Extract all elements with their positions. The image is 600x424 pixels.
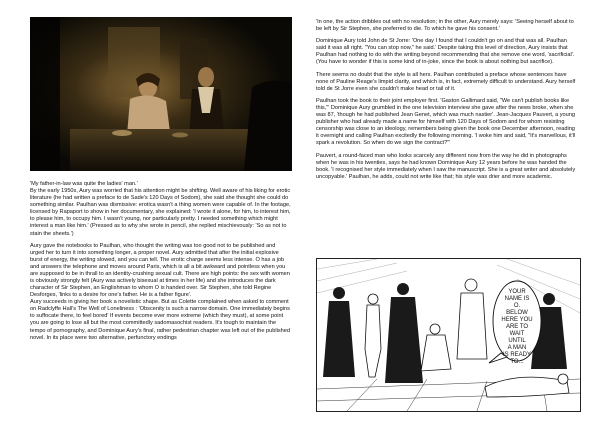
article-paragraph: 'In one, the action dribbles out with no resolution; in the other, Aury merely says: 'Seeing herself about to be left by Sir Stephen, she preferred to die. To which he gave his consent.' [316,19,574,33]
article-paragraph: By the early 1950s, Aury was worried that his attention might be shifting. Well aware of his liking for erotic literature (he had written a preface to de Sade's 120 Days of Sodom), she said she thought she could do something similar. Paulhan was dismissive: erotica wasn't a thing women were capable of. In the footage, licensed by Rapaport to show in her documentary, she explained: 'I wrote it alone, for him, to interest him, to please him, to occupy him. I wasn't young, nor particularly pretty. I needed something which might interest a man like him.' (Pressed as to why she wrote in pencil, she replied mischievously: 'So as not to stain the sheets.') [30,188,291,237]
article-paragraph: Dominique Aury told John de St Jorre: 'One day I found that I couldn't go on and that was all. Paulhan said it was all right. "You can stop now," he said.' Despite taking this level of direction, Aury insists that Paulhan had nothing to do with the writing beyond recommending that she remove one word, 'sacrificial'. (You have to wonder if this is some kind of in-joke, since the book is about nothing but sacrifice). [316,38,575,66]
article-paragraph: Aury succeeds in giving her book a novelistic shape. But as Colette complained when asked to comment on Radclyffe Hall's The Well of Loneliness : 'Obscenity is such a narrow domain. One immediately begins to suffocate there, to feel bored' If events become ever more extreme (which they must), at some point you are going to lose all but the most committedly sadomasochist readers. It's tough to maintain the tempo of pornography, and Dominique Aury's final, rather pedestrian chapter was left out of the published novel. In its place were two alternative, perfunctory endings [30,299,290,341]
bubble-line: O. [513,303,521,309]
comic-illustration [316,258,581,412]
bubble-line: UNTIL [508,338,526,344]
article-paragraph: There seems no doubt that the style is all hers. Paulhan contributed a preface whose sentences have none of Pauline Reage's limpid clarity, and which is, in fact, extremely difficult to understand. Aury herself told de St Jorre even she couldn't make head or tail of it. [316,71,576,92]
film-still-image [30,17,292,171]
article-paragraph: Pauvert, a round-faced man who looks scarcely any different now from the way he did in photographs when he was in his twenties, says he had known Dominique Aury 12 years before he was handed the book. 'I recognised her style immediately when I saw the manuscript. She is a great writer and absolutely uncopyable.' Paulhan, he adds, could not write like that; his style was drier and more academic. [316,152,576,180]
comic-drawing [317,259,580,411]
article-paragraph: Paulhan took the book to their joint employer first. 'Gaston Gallimard said, "We can't publish books like this,"' Dominique Aury grumbled in the one television interview she gave after the news broke, when she was 87, 'though he had published Jean Genet, which was much nastier'. Jean-Jacques Pauvert, a young publisher who had already made a name for himself with 120 Days of Sodom and for whom resisting censorship was close to an ideology, remembers being given the book one December afternoon, reading it overnight and calling Paulhan excitedly the following morning. 'I woke him and said, "It's marvellous, it'll spark a revolution. So when do we sign the contract?"' [316,97,576,147]
article-paragraph: Aury gave the notebooks to Paulhan, who thought the writing was too good not to be published and urged her to turn it into something longer, a proper novel. Aury admitted that after the initial explosive burst of energy, the writing slowed, and you can tell. The erotic charge seems less intense. O has a job and answers the telephone and moves around Paris, which is all a bit awkward and pointless when you are supposed to be in thrall to an identity-crushing sexual cult. There are high points: the sex with women is obviously strongly felt (Aury was actively bisexual at times in her life) and she introduces the dark character of Sir Stephen, an Englishman to whom O is handed over. Sir Stephen, she told Regine Desforges, 'links to a desire for one's father. He is a father figure'. [30,242,290,299]
bubble-line: A MAN [507,345,527,351]
bubble-line: TO... [510,359,524,365]
bubble-line: IS READY [502,352,532,358]
bubble-line: HERE YOU [501,317,533,323]
bubble-line: YOUR [508,289,526,295]
left-text-column [30,181,291,347]
pull-quote: 'My father-in-law was quite the ladies' man.' [30,181,138,187]
bubble-line: WAIT [509,331,525,337]
bubble-line: ARE TO [505,324,529,330]
right-text-column [316,19,578,186]
bubble-line: NAME IS [504,296,530,302]
film-still-photo [30,17,292,171]
bubble-line: BELOW [506,310,528,316]
